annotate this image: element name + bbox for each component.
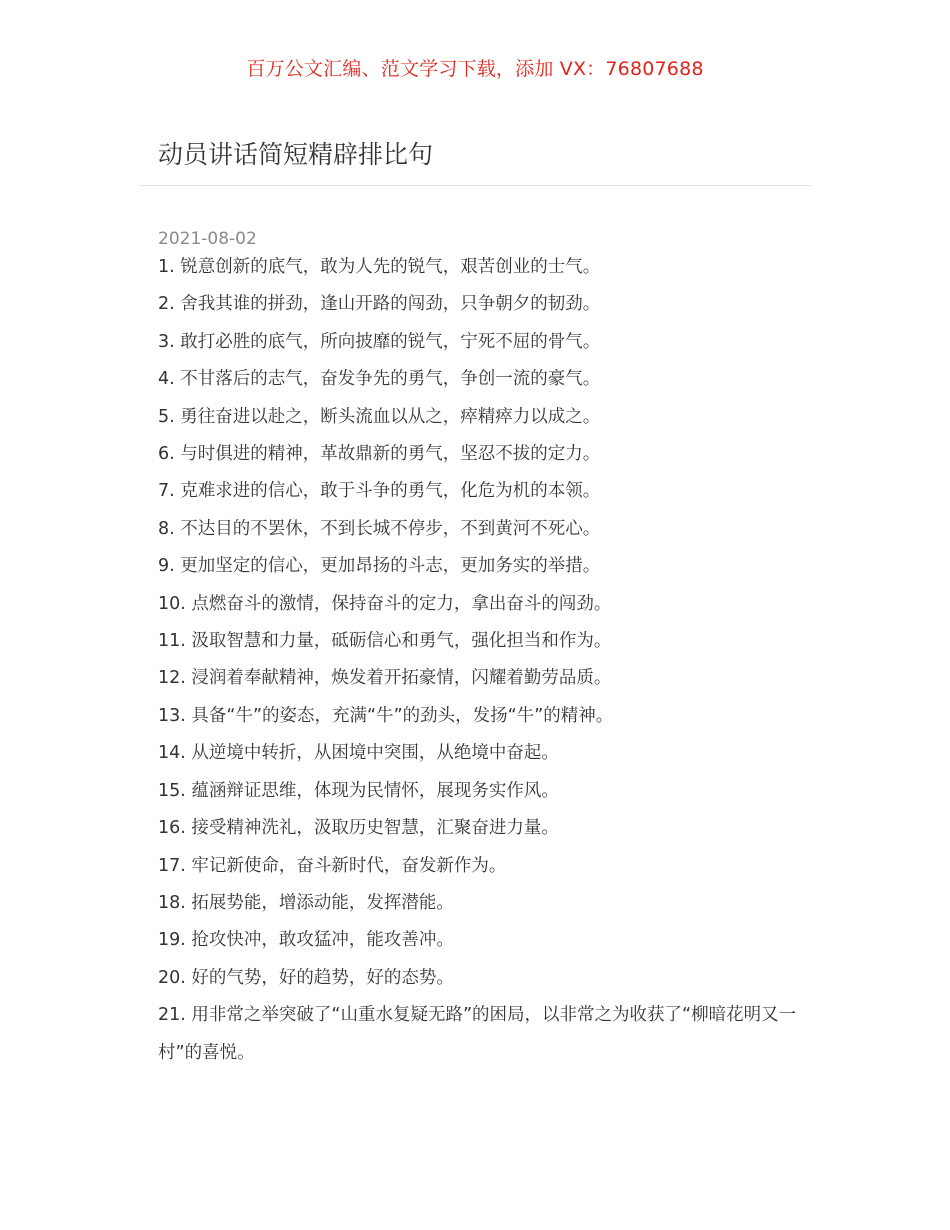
list-item: 16. 接受精神洗礼，汲取历史智慧，汇聚奋进力量。	[158, 818, 559, 839]
list-item: 8. 不达目的不罢休，不到长城不停步，不到黄河不死心。	[158, 518, 601, 539]
page-title: 动员讲话简短精辟排比句	[158, 140, 434, 169]
list-item: 3. 敢打必胜的底气，所向披靡的锐气，宁死不屈的骨气。	[158, 331, 601, 352]
list-item: 21. 用非常之举突破了“山重水复疑无路”的困局，以非常之为收获了“柳暗花明又一村”的喜悦。	[158, 1005, 797, 1063]
list-item: 9. 更加坚定的信心，更加昂扬的斗志，更加务实的举措。	[158, 556, 601, 577]
list-item: 10. 点燃奋斗的激情，保持奋斗的定力，拿出奋斗的闯劲。	[158, 593, 612, 614]
list-item: 2. 舍我其谁的拼劲，逢山开路的闯劲，只争朝夕的韧劲。	[158, 294, 601, 315]
list-item: 13. 具备“牛”的姿态，充满“牛”的劲头，发扬“牛”的精神。	[158, 705, 614, 726]
watermark-banner: 百万公文汇编、范文学习下载，添加 VX：76807688	[246, 58, 704, 80]
list-item: 7. 克难求进的信心，敢于斗争的勇气，化危为机的本领。	[158, 481, 601, 502]
list-item: 14. 从逆境中转折，从困境中突围，从绝境中奋起。	[158, 743, 559, 764]
list-item: 1. 锐意创新的底气，敢为人先的锐气，艰苦创业的士气。	[158, 257, 601, 277]
list-item: 17. 牢记新使命，奋斗新时代，奋发新作为。	[158, 855, 507, 876]
list-item: 20. 好的气势，好的趋势，好的态势。	[158, 967, 454, 988]
list-item: 15. 蕴涵辩证思维，体现为民情怀，展现务实作风。	[158, 780, 559, 801]
list-item: 4. 不甘落后的志气，奋发争先的勇气，争创一流的豪气。	[158, 369, 601, 390]
list-item: 19. 抢攻快冲，敢攻猛冲，能攻善冲。	[158, 930, 454, 951]
publish-date: 2021-08-02	[158, 229, 257, 249]
title-divider	[140, 185, 811, 186]
sentence-list	[158, 249, 798, 1072]
list-item: 18. 拓展势能，增添动能，发挥潜能。	[158, 892, 454, 913]
list-item: 12. 浸润着奉献精神，焕发着开拓豪情，闪耀着勤劳品质。	[158, 668, 612, 689]
list-item: 6. 与时俱进的精神，革故鼎新的勇气，坚忍不拔的定力。	[158, 444, 601, 465]
list-item: 11. 汲取智慧和力量，砥砺信心和勇气，强化担当和作为。	[158, 631, 612, 652]
list-item: 5. 勇往奋进以赴之，断头流血以从之，瘁精瘁力以成之。	[158, 406, 601, 427]
